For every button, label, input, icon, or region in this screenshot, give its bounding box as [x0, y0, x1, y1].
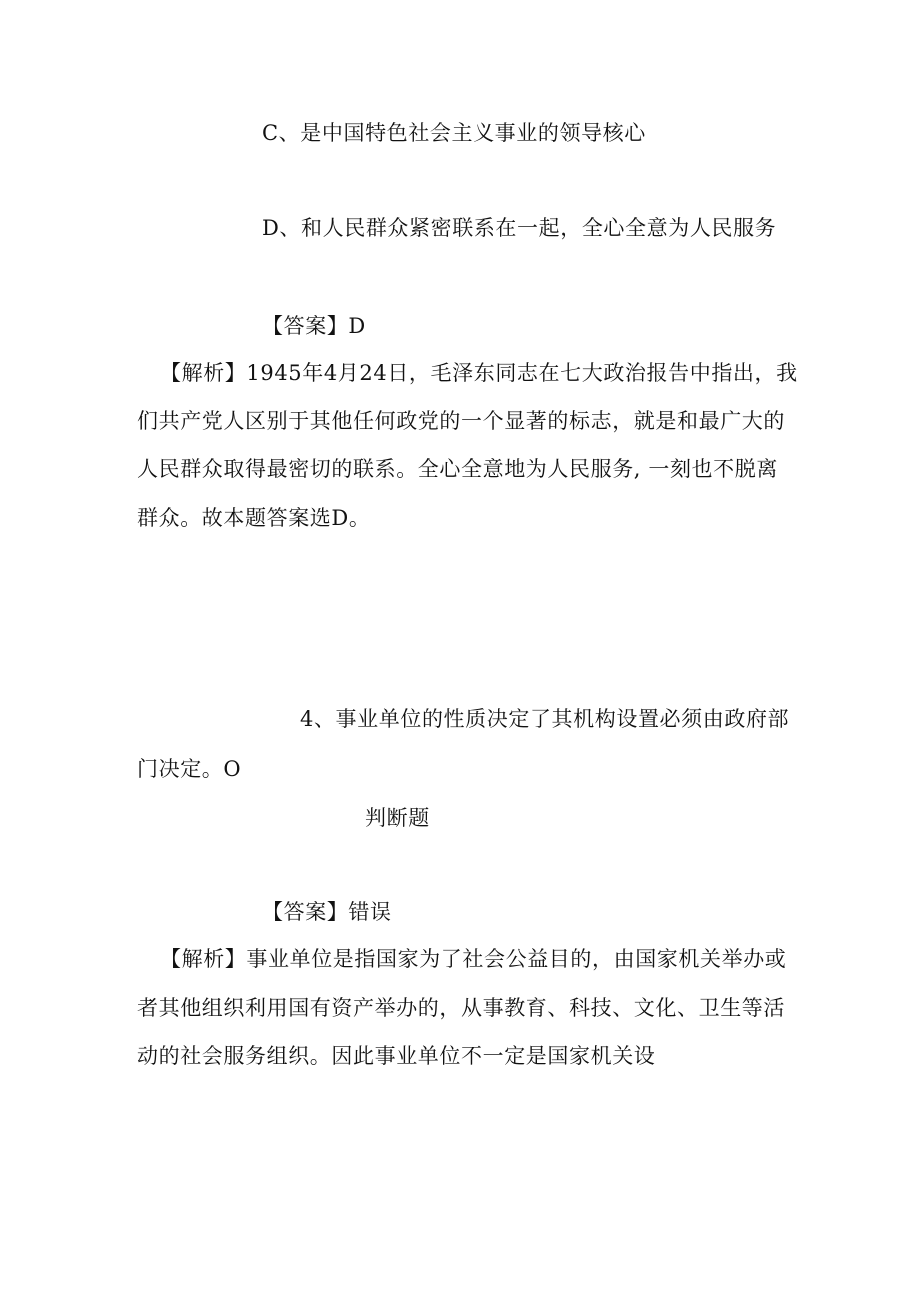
explanation-q3-line: 们共产党人区别于其他任何政党的一个显著的标志，就是和最广大的: [137, 409, 785, 433]
option-d: D、和人民群众紧密联系在一起，全心全意为人民服务: [262, 216, 777, 240]
explanation-q3-line: 人民群众取得最密切的联系。全心全意地为人民服务, 一刻也不脱离: [137, 457, 778, 481]
explanation-q3-line: 群众。故本题答案选D。: [137, 506, 371, 530]
option-c: C、是中国特色社会主义事业的领导核心: [262, 121, 646, 145]
explanation-q4-line: 动的社会服务组织。因此事业单位不一定是国家机关设: [137, 1044, 656, 1068]
answer-q4: 【答案】错误: [262, 900, 392, 924]
explanation-q4-line: 【解析】事业单位是指国家为了社会公益目的，由国家机关举办或: [160, 947, 787, 971]
question-4-stem-line: 门决定。O: [137, 757, 242, 781]
question-type-label: 判断题: [365, 806, 430, 830]
question-4-stem-line: 4、事业单位的性质决定了其机构设置必须由政府部: [300, 707, 790, 731]
explanation-q3-line: 【解析】1945年4月24日，毛泽东同志在七大政治报告中指出，我: [160, 361, 798, 385]
answer-q3: 【答案】D: [262, 314, 366, 338]
explanation-q4-line: 者其他组织利用国有资产举办的，从事教育、科技、文化、卫生等活: [137, 996, 785, 1020]
